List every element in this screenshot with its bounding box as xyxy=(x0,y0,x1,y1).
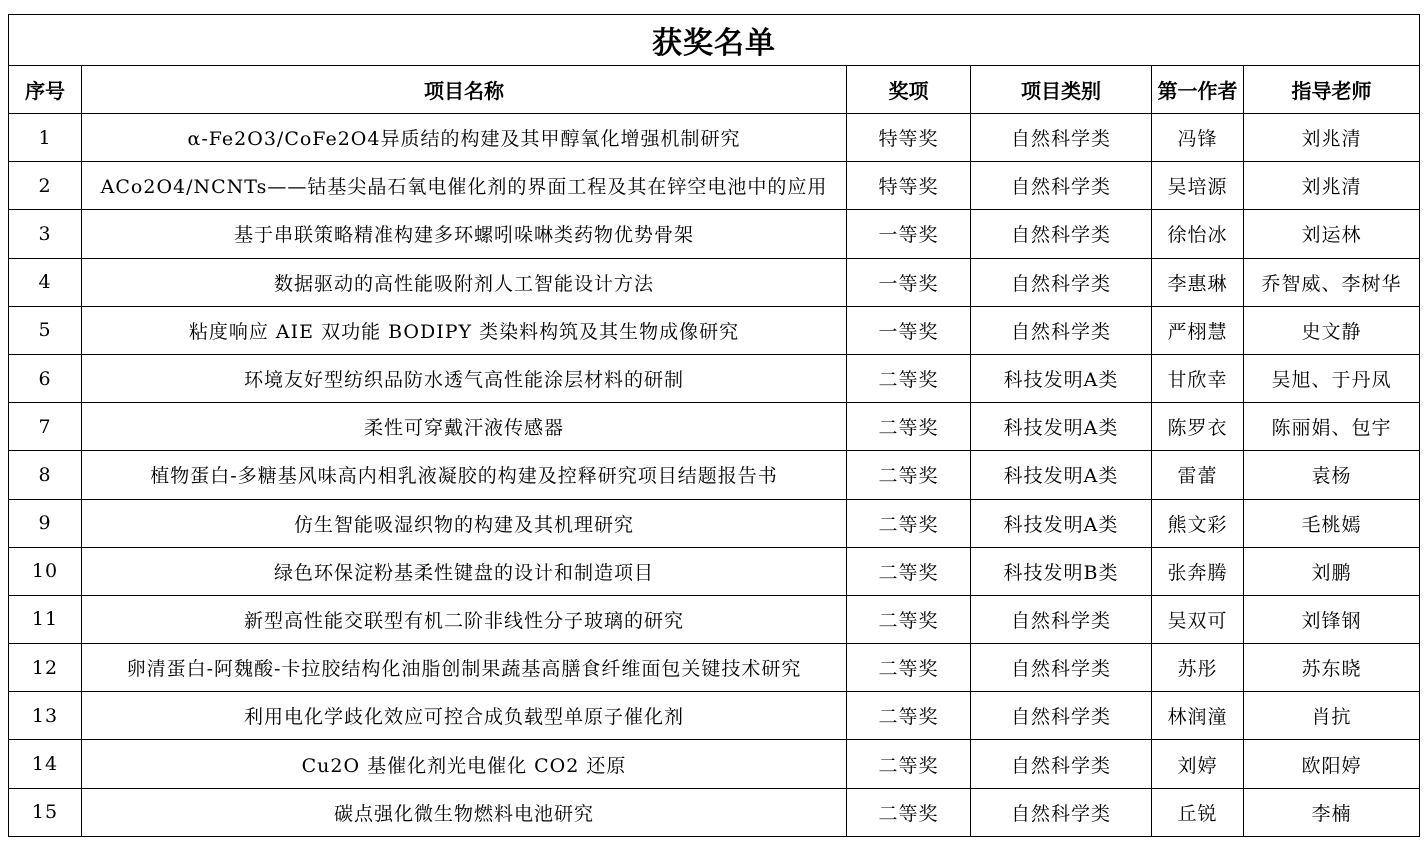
cell-first-author: 丘锐 xyxy=(1152,788,1244,836)
cell-category: 自然科学类 xyxy=(971,210,1152,258)
cell-prize: 二等奖 xyxy=(847,644,971,692)
cell-prize: 二等奖 xyxy=(847,740,971,788)
table-row xyxy=(9,306,1420,354)
cell-no: 5 xyxy=(9,306,82,354)
cell-prize: 一等奖 xyxy=(847,306,971,354)
table-row xyxy=(9,595,1420,643)
cell-no: 2 xyxy=(9,162,82,210)
cell-advisor: 欧阳婷 xyxy=(1244,740,1420,788)
cell-project-name: 粘度响应 AIE 双功能 BODIPY 类染料构筑及其生物成像研究 xyxy=(82,306,847,354)
cell-prize: 二等奖 xyxy=(847,547,971,595)
cell-category: 自然科学类 xyxy=(971,740,1152,788)
table-row xyxy=(9,162,1420,210)
cell-category: 科技发明A类 xyxy=(971,403,1152,451)
cell-advisor: 苏东晓 xyxy=(1244,644,1420,692)
cell-advisor: 吴旭、于丹凤 xyxy=(1244,354,1420,402)
header-row xyxy=(9,66,1420,114)
cell-first-author: 徐怡冰 xyxy=(1152,210,1244,258)
cell-project-name: 绿色环保淀粉基柔性键盘的设计和制造项目 xyxy=(82,547,847,595)
cell-category: 科技发明B类 xyxy=(971,547,1152,595)
cell-category: 科技发明A类 xyxy=(971,451,1152,499)
cell-advisor: 肖抗 xyxy=(1244,692,1420,740)
cell-prize: 一等奖 xyxy=(847,210,971,258)
cell-no: 9 xyxy=(9,499,82,547)
cell-category: 自然科学类 xyxy=(971,644,1152,692)
cell-advisor: 刘鹏 xyxy=(1244,547,1420,595)
cell-no: 1 xyxy=(9,114,82,162)
cell-first-author: 陈罗衣 xyxy=(1152,403,1244,451)
cell-project-name: 柔性可穿戴汗液传感器 xyxy=(82,403,847,451)
cell-category: 科技发明A类 xyxy=(971,499,1152,547)
table-row xyxy=(9,692,1420,740)
cell-no: 8 xyxy=(9,451,82,499)
cell-project-name: Cu2O 基催化剂光电催化 CO2 还原 xyxy=(82,740,847,788)
header-advisor: 指导老师 xyxy=(1244,66,1420,114)
table-row xyxy=(9,354,1420,402)
cell-advisor: 刘运林 xyxy=(1244,210,1420,258)
cell-prize: 二等奖 xyxy=(847,403,971,451)
cell-no: 12 xyxy=(9,644,82,692)
table-title: 获奖名单 xyxy=(9,15,1420,66)
header-category: 项目类别 xyxy=(971,66,1152,114)
header-prize: 奖项 xyxy=(847,66,971,114)
cell-first-author: 吴培源 xyxy=(1152,162,1244,210)
cell-first-author: 李惠琳 xyxy=(1152,258,1244,306)
cell-project-name: 新型高性能交联型有机二阶非线性分子玻璃的研究 xyxy=(82,595,847,643)
cell-category: 自然科学类 xyxy=(971,306,1152,354)
table-row xyxy=(9,740,1420,788)
cell-category: 自然科学类 xyxy=(971,162,1152,210)
cell-advisor: 陈丽娟、包宇 xyxy=(1244,403,1420,451)
awards-table xyxy=(8,14,1420,837)
cell-no: 11 xyxy=(9,595,82,643)
cell-project-name: 仿生智能吸湿织物的构建及其机理研究 xyxy=(82,499,847,547)
cell-advisor: 刘兆清 xyxy=(1244,162,1420,210)
cell-advisor: 乔智威、李树华 xyxy=(1244,258,1420,306)
cell-first-author: 雷蕾 xyxy=(1152,451,1244,499)
cell-project-name: 碳点强化微生物燃料电池研究 xyxy=(82,788,847,836)
cell-first-author: 冯锋 xyxy=(1152,114,1244,162)
cell-category: 科技发明A类 xyxy=(971,354,1152,402)
cell-project-name: 利用电化学歧化效应可控合成负载型单原子催化剂 xyxy=(82,692,847,740)
table-row xyxy=(9,403,1420,451)
cell-no: 13 xyxy=(9,692,82,740)
cell-advisor: 毛桃嫣 xyxy=(1244,499,1420,547)
table-row xyxy=(9,258,1420,306)
cell-no: 4 xyxy=(9,258,82,306)
cell-prize: 二等奖 xyxy=(847,692,971,740)
table-row xyxy=(9,451,1420,499)
cell-category: 自然科学类 xyxy=(971,595,1152,643)
cell-no: 7 xyxy=(9,403,82,451)
table-row xyxy=(9,644,1420,692)
table-row xyxy=(9,114,1420,162)
header-name: 项目名称 xyxy=(82,66,847,114)
table-row xyxy=(9,210,1420,258)
cell-prize: 一等奖 xyxy=(847,258,971,306)
cell-no: 3 xyxy=(9,210,82,258)
cell-prize: 二等奖 xyxy=(847,788,971,836)
cell-no: 10 xyxy=(9,547,82,595)
cell-first-author: 苏彤 xyxy=(1152,644,1244,692)
cell-first-author: 严栩慧 xyxy=(1152,306,1244,354)
cell-project-name: α-Fe2O3/CoFe2O4异质结的构建及其甲醇氧化增强机制研究 xyxy=(82,114,847,162)
cell-project-name: ACo2O4/NCNTs——钴基尖晶石氧电催化剂的界面工程及其在锌空电池中的应用 xyxy=(82,162,847,210)
cell-prize: 二等奖 xyxy=(847,499,971,547)
cell-prize: 特等奖 xyxy=(847,162,971,210)
cell-no: 14 xyxy=(9,740,82,788)
cell-first-author: 刘婷 xyxy=(1152,740,1244,788)
header-author: 第一作者 xyxy=(1152,66,1244,114)
header-no: 序号 xyxy=(9,66,82,114)
table-row xyxy=(9,788,1420,836)
cell-project-name: 基于串联策略精准构建多环螺吲哚啉类药物优势骨架 xyxy=(82,210,847,258)
cell-advisor: 史文静 xyxy=(1244,306,1420,354)
title-row xyxy=(9,15,1420,66)
cell-project-name: 数据驱动的高性能吸附剂人工智能设计方法 xyxy=(82,258,847,306)
cell-first-author: 林润潼 xyxy=(1152,692,1244,740)
cell-project-name: 植物蛋白-多糖基风味高内相乳液凝胶的构建及控释研究项目结题报告书 xyxy=(82,451,847,499)
cell-first-author: 熊文彩 xyxy=(1152,499,1244,547)
cell-category: 自然科学类 xyxy=(971,258,1152,306)
cell-category: 自然科学类 xyxy=(971,692,1152,740)
table-row xyxy=(9,499,1420,547)
cell-no: 6 xyxy=(9,354,82,402)
cell-first-author: 吴双可 xyxy=(1152,595,1244,643)
cell-prize: 二等奖 xyxy=(847,451,971,499)
cell-category: 自然科学类 xyxy=(971,114,1152,162)
cell-first-author: 甘欣幸 xyxy=(1152,354,1244,402)
cell-advisor: 刘兆清 xyxy=(1244,114,1420,162)
cell-project-name: 环境友好型纺织品防水透气高性能涂层材料的研制 xyxy=(82,354,847,402)
cell-project-name: 卵清蛋白-阿魏酸-卡拉胶结构化油脂创制果蔬基高膳食纤维面包关键技术研究 xyxy=(82,644,847,692)
cell-advisor: 袁杨 xyxy=(1244,451,1420,499)
cell-prize: 二等奖 xyxy=(847,354,971,402)
table-row xyxy=(9,547,1420,595)
cell-first-author: 张奔腾 xyxy=(1152,547,1244,595)
cell-prize: 二等奖 xyxy=(847,595,971,643)
cell-advisor: 李楠 xyxy=(1244,788,1420,836)
cell-no: 15 xyxy=(9,788,82,836)
cell-category: 自然科学类 xyxy=(971,788,1152,836)
cell-advisor: 刘锋钢 xyxy=(1244,595,1420,643)
cell-prize: 特等奖 xyxy=(847,114,971,162)
